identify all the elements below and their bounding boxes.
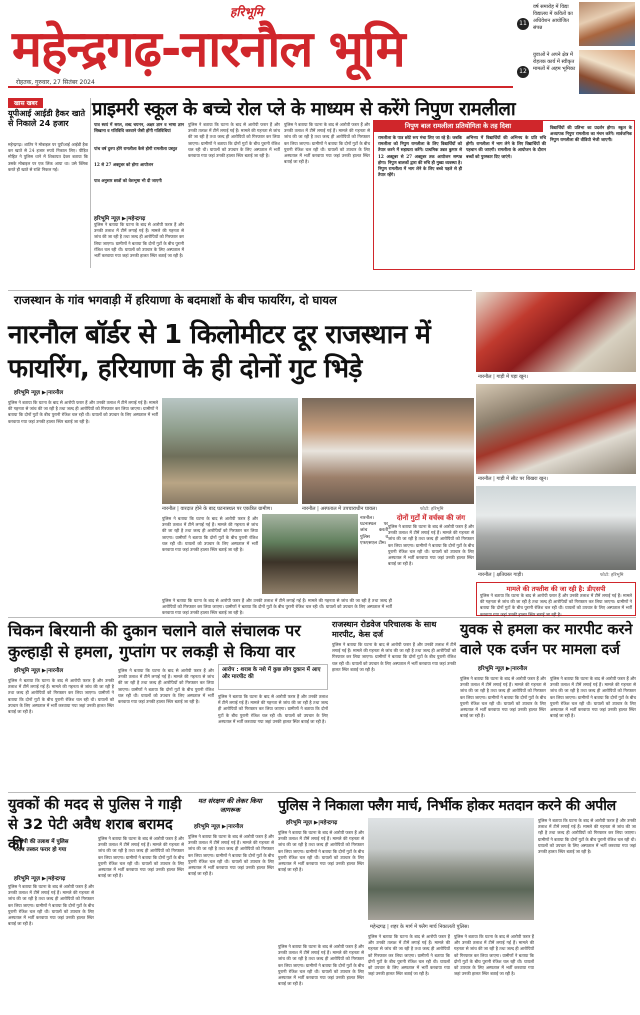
brief-tag: खास खबर: [8, 98, 43, 108]
photo-credit: फोटो: हरिभूमि: [600, 573, 624, 578]
story4-kicker: राजस्थान रोडवेज परिचालक के साथ मारपीट, केस दर्ज: [332, 620, 437, 639]
story6-bullets: [14, 838, 94, 854]
brief-headline: यूपीआई आईडी हैकर खाते से निकाले 24 हजार: [8, 109, 86, 128]
promo-text: युवाओं ने अपने क्षेत्र में रोहतक कार्य में स्वीकृत मामलों में अहम भूमिका: [533, 52, 576, 72]
infobox-point: प्राथमिक उन्नत कुमार से 12 अक्टूबर से 27 अक्टूबर तक आयोजन सम्पन्न होगा।: [378, 147, 462, 165]
story4-body: पुलिस ने बताया कि घटना के बाद से आरोपी फरार हैं और उनकी तलाश में टीमें लगाई गई हैं। मामले की गहनता से जांच की जा रही है तथा जल्द ही आरोपियों को गिरफ्तार कर लिया जाएगा। ग्रामीणों ने बताया कि दोनों गुटों के बीच पुरानी रंजिश चल रही थी। घायलों को उपचार के लिए अस्पताल में भर्ती करवाया गया जहां उनकी हालत स्थिर बताई जा रही है।: [332, 642, 456, 672]
bullet-item: पांच वर्ष दुरुप होंगे रामलीला कैसे होगी रामलीला प्रस्तुत: [94, 146, 178, 151]
promo-item[interactable]: [517, 2, 635, 48]
story5-body: पुलिस ने बताया कि घटना के बाद से आरोपी फरार हैं और उनकी तलाश में टीमें लगाई गई हैं। मामले की गहनता से जांच की जा रही है तथा जल्द ही आरोपियों को गिरफ्तार कर लिया जाएगा। ग्रामीणों ने बताया कि दोनों गुटों के बीच पुरानी रंजिश चल रही थी। घायलों को उपचार के लिए अस्पताल में भर्ती करवाया गया जहां उनकी हालत स्थिर बताई जा रही है।: [550, 676, 637, 719]
infobox-point: रामलीला के पात्र छोटे रूप मंचा लिए जा रहे हैं। जबकि रामलीला को निपुण रामलीला के लिए विद्यार्थियों को तैयार करने में सहायता करेंगे।: [378, 135, 462, 153]
story8-photo: [368, 818, 534, 920]
infobox-right: [550, 125, 632, 267]
infobox-point: रामलीला के आयोजन के दौरान बच्चों को पुरस्कार दिए जाएंगे।: [466, 147, 546, 159]
promo-number: 11: [517, 18, 529, 30]
dsp-box-title: मामले की तफ्तीश की जा रही है: डीएसपी: [506, 585, 606, 593]
promo-item[interactable]: [517, 50, 635, 96]
section-rule: [8, 617, 636, 618]
story2-crowd-caption: नारनौल | वारदात होने के बाद घटनास्थल पर एकत्रित ग्रामीण।: [162, 506, 273, 512]
story7-body: पुलिस ने बताया कि घटना के बाद से आरोपी फरार हैं और उनकी तलाश में टीमें लगाई गई हैं। मामले की गहनता से जांच की जा रही है तथा जल्द ही आरोपियों को गिरफ्तार कर लिया जाएगा। ग्रामीणों ने बताया कि दोनों गुटों के बीच पुरानी रंजिश चल रही थी। घायलों को उपचार के लिए अस्पताल में भर्ती करवाया गया जहां उनकी हालत स्थिर बताई जा रही है।: [188, 834, 275, 877]
promo-photo: [579, 2, 635, 46]
story5-byline: हरिभूमि न्यूज़ ▶|नारनौल: [478, 666, 528, 672]
column-rule: [90, 98, 91, 268]
right-caption-1: नारनौल | गाड़ी में पड़ा खून।: [478, 374, 528, 380]
bullet-item: आरोपी की तलाश में पुलिस: [14, 839, 69, 845]
story8-byline: हरिभूमि न्यूज़ ▶|महेन्द्रगढ़: [286, 820, 338, 826]
infobox-point: रामलीला में भाग लेने के लिए विद्यार्थियों की पहचान की जाएगी।: [466, 141, 546, 153]
infobox-mid: [466, 135, 546, 267]
section-rule: [8, 290, 472, 291]
infobox-point: अभिनय में विद्यार्थियों की अभिनय के प्रति रुचि होगी।: [466, 135, 546, 147]
right-photo-2: [476, 384, 636, 474]
masthead-dateline: रोहतक, गुरुवार, 27 सितंबर 2024: [16, 79, 95, 86]
box-body: पुलिस ने बताया कि घटना के बाद से आरोपी फरार हैं और उनकी तलाश में टीमें लगाई गई हैं। मामले की गहनता से जांच की जा रही है तथा जल्द ही आरोपियों को गिरफ्तार कर लिया जाएगा। ग्रामीणों ने बताया कि दोनों गुटों के बीच पुरानी रंजिश चल रही थी। घायलों को उपचार के लिए अस्पताल में भर्ती करवाया गया जहां उनकी हालत स्थिर बताई जा रही है।: [388, 524, 475, 567]
brief-body: महेन्द्रगढ़। शातिर ने मोबाइल पर यूपीआई आईडी हैक कर खाते से 24 हजार रुपये निकाल लिए। पीड़ित मोहित ने पुलिस थाने में शिकायत देकर बताया कि उसके मोबाइल पर एक लिंक आया था। उसे क्लिक करते ही खाते से राशि निकल गई।: [8, 142, 88, 172]
story8-body: पुलिस ने बताया कि घटना के बाद से आरोपी फरार हैं और उनकी तलाश में टीमें लगाई गई हैं। मामले की गहनता से जांच की जा रही है तथा जल्द ही आरोपियों को गिरफ्तार कर लिया जाएगा। ग्रामीणों ने बताया कि दोनों गुटों के बीच पुरानी रंजिश चल रही थी। घायलों को उपचार के लिए अस्पताल में भर्ती करवाया गया जहां उनकी हालत स्थिर बताई जा रही है।: [538, 818, 636, 855]
story2-headline: नारनौल बॉर्डर से 1 किलोमीटर दूर राजस्थान में फायरिंग, हरियाणा के ही दोनों गुट भिड़े: [8, 320, 431, 384]
story6-headline: युवकों की मदद से पुलिस ने गाड़ी से 32 पेटी अवैध शराब बरामद की: [8, 797, 182, 853]
infobox-point: स्कूल के अध्यापक निपुण रामलीला का मंचन करेंगे।: [550, 125, 632, 137]
story7-byline: हरिभूमि न्यूज़ ▶|नारनौल: [194, 824, 244, 830]
bullet-item: पात्र स्वयं में सरल, शब्द चयनन, अक्षर ज्ञान व भाषा ज्ञान सिखाना व गतिविधि करवाने जैसी होंगी गतिविधियां: [94, 122, 184, 134]
promo-panel: [517, 2, 635, 96]
story8-body: पुलिस ने बताया कि घटना के बाद से आरोपी फरार हैं और उनकी तलाश में टीमें लगाई गई हैं। मामले की गहनता से जांच की जा रही है तथा जल्द ही आरोपियों को गिरफ्तार कर लिया जाएगा। ग्रामीणों ने बताया कि दोनों गुटों के बीच पुरानी रंजिश चल रही थी। घायलों को उपचार के लिए अस्पताल में भर्ती करवाया गया जहां उनकी हालत स्थिर बताई जा रही है।: [454, 934, 534, 977]
infobox-point: सार्वजनिक निपुण रामलीला की वीडियो भेजी जाएगी।: [550, 131, 632, 143]
story2-police-photo: [262, 514, 358, 594]
story3-sub-text: आरोप : शराब के नशे में कुछ लोग दुकान में आए और मारपीट की: [222, 667, 321, 680]
story1-body: पुलिस ने बताया कि घटना के बाद से आरोपी फरार हैं और उनकी तलाश में टीमें लगाई गई हैं। मामले की गहनता से जांच की जा रही है तथा जल्द ही आरोपियों को गिरफ्तार कर लिया जाएगा। ग्रामीणों ने बताया कि दोनों गुटों के बीच पुरानी रंजिश चल रही थी। घायलों को उपचार के लिए अस्पताल में भर्ती करवाया गया जहां उनकी हालत स्थिर बताई जा रही है।: [188, 122, 280, 159]
bullet-item: शराब तस्कर फरार हो गया: [14, 847, 67, 853]
story6-body: पुलिस ने बताया कि घटना के बाद से आरोपी फरार हैं और उनकी तलाश में टीमें लगाई गई हैं। मामले की गहनता से जांच की जा रही है तथा जल्द ही आरोपियों को गिरफ्तार कर लिया जाएगा। ग्रामीणों ने बताया कि दोनों गुटों के बीच पुरानी रंजिश चल रही थी। घायलों को उपचार के लिए अस्पताल में भर्ती करवाया गया जहां उनकी हालत स्थिर बताई जा रही है।: [98, 836, 185, 879]
story3-headline: चिकन बिरयानी की दुकान चलाने वाले संचालक पर कुल्हाड़ी से हमला, गुप्तांग पर लकड़ी से किया वार: [8, 621, 301, 661]
bullet-item: 12 से 27 अक्टूबर को होगा आयोजन: [94, 162, 154, 167]
promo-photo: [579, 50, 635, 94]
masthead-title: महेन्द्रगढ़-नारनौल भूमि: [12, 20, 405, 78]
infobox-left: [378, 135, 462, 267]
story1-infobox: [373, 120, 635, 270]
infobox-point: निपुण रामलीला में भाग लेने के लिए बच्चे पहले से ही तैयार रहेंगे।: [378, 166, 462, 178]
infobox-title: निपुण बाल रामलीला प्रतियोगिता के तह दिशा: [373, 120, 543, 132]
right-caption-2: नारनौल | गाड़ी में सीट पर बिखरा खून।: [478, 476, 548, 482]
story2-body: पुलिस ने बताया कि घटना के बाद से आरोपी फरार हैं और उनकी तलाश में टीमें लगाई गई हैं। मामले की गहनता से जांच की जा रही है तथा जल्द ही आरोपियों को गिरफ्तार कर लिया जाएगा। ग्रामीणों ने बताया कि दोनों गुटों के बीच पुरानी रंजिश चल रही थी। घायलों को उपचार के लिए अस्पताल में भर्ती करवाया गया जहां उनकी हालत स्थिर बताई जा रही है।: [8, 400, 158, 424]
story2-box: [388, 514, 474, 614]
infobox-point: विद्यार्थियों की प्रतिभा का प्रदर्शन होगा।: [550, 125, 616, 130]
story2-body: पुलिस ने बताया कि घटना के बाद से आरोपी फरार हैं और उनकी तलाश में टीमें लगाई गई हैं। मामले की गहनता से जांच की जा रही है तथा जल्द ही आरोपियों को गिरफ्तार कर लिया जाएगा। ग्रामीणों ने बताया कि दोनों गुटों के बीच पुरानी रंजिश चल रही थी। घायलों को उपचार के लिए अस्पताल में भर्ती करवाया गया जहां उनकी हालत स्थिर बताई जा रही है।: [162, 598, 392, 616]
dsp-box: [476, 582, 636, 616]
promo-number: 12: [517, 66, 529, 78]
story3-body: पुलिस ने बताया कि घटना के बाद से आरोपी फरार हैं और उनकी तलाश में टीमें लगाई गई हैं। मामले की गहनता से जांच की जा रही है तथा जल्द ही आरोपियों को गिरफ्तार कर लिया जाएगा। ग्रामीणों ने बताया कि दोनों गुटों के बीच पुरानी रंजिश चल रही थी। घायलों को उपचार के लिए अस्पताल में भर्ती करवाया गया जहां उनकी हालत स्थिर बताई जा रही है।: [8, 678, 114, 715]
story8-headline: पुलिस ने निकाला फ्लैग मार्च, निर्भीक होकर मतदान करने की अपील: [278, 798, 616, 814]
box-title: दोनों गुटों में वर्चस्व की जंग: [396, 514, 466, 522]
story3-byline: हरिभूमि न्यूज़ ▶|नारनौल: [14, 668, 64, 674]
story7-kicker: मत संरक्षण की लेकर किया जागरूक: [198, 797, 262, 814]
story1-byline: हरिभूमि न्यूज़ ▶|महेन्द्रगढ़: [94, 216, 146, 222]
story2-body: पुलिस ने बताया कि घटना के बाद से आरोपी फरार हैं और उनकी तलाश में टीमें लगाई गई हैं। मामले की गहनता से जांच की जा रही है तथा जल्द ही आरोपियों को गिरफ्तार कर लिया जाएगा। ग्रामीणों ने बताया कि दोनों गुटों के बीच पुरानी रंजिश चल रही थी। घायलों को उपचार के लिए अस्पताल में भर्ती करवाया गया जहां उनकी हालत स्थिर बताई जा रही है।: [162, 516, 258, 553]
story1-body: पुलिस ने बताया कि घटना के बाद से आरोपी फरार हैं और उनकी तलाश में टीमें लगाई गई हैं। मामले की गहनता से जांच की जा रही है तथा जल्द ही आरोपियों को गिरफ्तार कर लिया जाएगा। ग्रामीणों ने बताया कि दोनों गुटों के बीच पुरानी रंजिश चल रही थी। घायलों को उपचार के लिए अस्पताल में भर्ती करवाया गया जहां उनकी हालत स्थिर बताई जा रही है।: [94, 222, 184, 259]
story6-byline: हरिभूमि न्यूज़ ▶|महेन्द्रगढ़: [14, 876, 66, 882]
bullet-item: पात्र अनुसार छात्रों को वेशभूषा भी दी जाएगी: [94, 178, 162, 183]
promo-text: वर्ष समारोह में विद्या विद्यालय में कवितों का अधिवेशन आयोजित संपन्न: [533, 4, 573, 31]
story8-body: पुलिस ने बताया कि घटना के बाद से आरोपी फरार हैं और उनकी तलाश में टीमें लगाई गई हैं। मामले की गहनता से जांच की जा रही है तथा जल्द ही आरोपियों को गिरफ्तार कर लिया जाएगा। ग्रामीणों ने बताया कि दोनों गुटों के बीच पुरानी रंजिश चल रही थी। घायलों को उपचार के लिए अस्पताल में भर्ती करवाया गया जहां उनकी हालत स्थिर बताई जा रही है।: [278, 944, 365, 987]
story3-body: पुलिस ने बताया कि घटना के बाद से आरोपी फरार हैं और उनकी तलाश में टीमें लगाई गई हैं। मामले की गहनता से जांच की जा रही है तथा जल्द ही आरोपियों को गिरफ्तार कर लिया जाएगा। ग्रामीणों ने बताया कि दोनों गुटों के बीच पुरानी रंजिश चल रही थी। घायलों को उपचार के लिए अस्पताल में भर्ती करवाया गया जहां उनकी हालत स्थिर बताई जा रही है।: [118, 668, 214, 705]
story2-kicker: राजस्थान के गांव भगवाड़ी में हरियाणा के बदमाशों के बीच फायरिंग, दो घायल: [14, 293, 337, 307]
story2-crowd-photo: [162, 398, 298, 504]
story1-body: पुलिस ने बताया कि घटना के बाद से आरोपी फरार हैं और उनकी तलाश में टीमें लगाई गई हैं। मामले की गहनता से जांच की जा रही है तथा जल्द ही आरोपियों को गिरफ्तार कर लिया जाएगा। ग्रामीणों ने बताया कि दोनों गुटों के बीच पुरानी रंजिश चल रही थी। घायलों को उपचार के लिए अस्पताल में भर्ती करवाया गया जहां उनकी हालत स्थिर बताई जा रही है।: [284, 122, 371, 165]
masthead: [8, 2, 508, 88]
right-photo-3: [476, 486, 636, 570]
section-rule: [8, 792, 636, 793]
story3-sub: [218, 664, 328, 690]
story8-body: पुलिस ने बताया कि घटना के बाद से आरोपी फरार हैं और उनकी तलाश में टीमें लगाई गई हैं। मामले की गहनता से जांच की जा रही है तथा जल्द ही आरोपियों को गिरफ्तार कर लिया जाएगा। ग्रामीणों ने बताया कि दोनों गुटों के बीच पुरानी रंजिश चल रही थी। घायलों को उपचार के लिए अस्पताल में भर्ती करवाया गया जहां उनकी हालत स्थिर बताई जा रही है।: [278, 830, 365, 873]
story2-side-caption: नारनौल। घटनास्थल पर जांच करती पुलिस व एफएसएल टीम।: [360, 516, 388, 546]
story1-bullets: [94, 122, 184, 222]
story5-body: पुलिस ने बताया कि घटना के बाद से आरोपी फरार हैं और उनकी तलाश में टीमें लगाई गई हैं। मामले की गहनता से जांच की जा रही है तथा जल्द ही आरोपियों को गिरफ्तार कर लिया जाएगा। ग्रामीणों ने बताया कि दोनों गुटों के बीच पुरानी रंजिश चल रही थी। घायलों को उपचार के लिए अस्पताल में भर्ती करवाया गया जहां उनकी हालत स्थिर बताई जा रही है।: [460, 676, 547, 719]
photo-credit: फोटो: हरिभूमि: [420, 507, 444, 512]
right-caption-3: नारनौल | क्षतिग्रस्त गाड़ी।: [478, 572, 524, 578]
masthead-rule: [8, 86, 513, 88]
story1-headline: प्राइमरी स्कूल के बच्चे रोल प्ले के माध्यम से करेंगे निपुण रामलीला: [92, 99, 516, 120]
left-brief: [8, 98, 88, 268]
story2-hospital-photo: [302, 398, 474, 504]
masthead-brand: हरिभूमि: [230, 5, 264, 19]
dsp-box-body: पुलिस ने बताया कि घटना के बाद से आरोपी फरार हैं और उनकी तलाश में टीमें लगाई गई हैं। मामले की गहनता से जांच की जा रही है तथा जल्द ही आरोपियों को गिरफ्तार कर लिया जाएगा। ग्रामीणों ने बताया कि दोनों गुटों के बीच पुरानी रंजिश चल रही थी। घायलों को उपचार के लिए अस्पताल में भर्ती करवाया गया जहां उनकी हालत स्थिर बताई जा रही है।: [480, 593, 632, 617]
infobox-point: निपुण बालकों द्वारा की रुचि ही मुख्य व्यवस्था है।: [387, 159, 462, 165]
story2-byline: हरिभूमि न्यूज़ ▶|नारनौल: [14, 390, 64, 396]
story3-body: पुलिस ने बताया कि घटना के बाद से आरोपी फरार हैं और उनकी तलाश में टीमें लगाई गई हैं। मामले की गहनता से जांच की जा रही है तथा जल्द ही आरोपियों को गिरफ्तार कर लिया जाएगा। ग्रामीणों ने बताया कि दोनों गुटों के बीच पुरानी रंजिश चल रही थी। घायलों को उपचार के लिए अस्पताल में भर्ती करवाया गया जहां उनकी हालत स्थिर बताई जा रही है।: [218, 694, 328, 724]
story8-body: पुलिस ने बताया कि घटना के बाद से आरोपी फरार हैं और उनकी तलाश में टीमें लगाई गई हैं। मामले की गहनता से जांच की जा रही है तथा जल्द ही आरोपियों को गिरफ्तार कर लिया जाएगा। ग्रामीणों ने बताया कि दोनों गुटों के बीच पुरानी रंजिश चल रही थी। घायलों को उपचार के लिए अस्पताल में भर्ती करवाया गया जहां उनकी हालत स्थिर बताई जा रही है।: [368, 934, 450, 977]
story5-headline: युवक से हमला कर मारपीट करने वाले एक दर्जन पर मामला दर्ज: [460, 622, 633, 658]
story8-caption: महेन्द्रगढ़ | शहर के मार्ग में फ्लैग मार्च निकालती पुलिस।: [370, 924, 470, 930]
story6-body: पुलिस ने बताया कि घटना के बाद से आरोपी फरार हैं और उनकी तलाश में टीमें लगाई गई हैं। मामले की गहनता से जांच की जा रही है तथा जल्द ही आरोपियों को गिरफ्तार कर लिया जाएगा। ग्रामीणों ने बताया कि दोनों गुटों के बीच पुरानी रंजिश चल रही थी। घायलों को उपचार के लिए अस्पताल में भर्ती करवाया गया जहां उनकी हालत स्थिर बताई जा रही है।: [8, 884, 95, 927]
story2-hospital-caption: नारनौल | अस्पताल में उपचाराधीन घायल।: [302, 506, 378, 512]
right-photo-1: [476, 292, 636, 372]
